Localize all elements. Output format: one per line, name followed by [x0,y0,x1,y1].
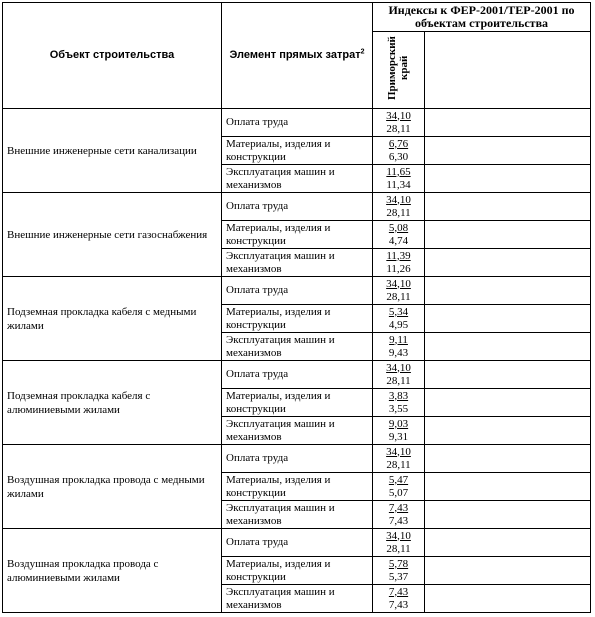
table-body [3,109,591,613]
empty-cell [425,193,591,221]
cost-element: Оплата труда [222,361,373,389]
cost-element: Эксплуатация машин и механизмов [222,417,373,445]
ter-index-value: 28,11 [386,290,411,303]
fer-index-value: 34,10 [386,193,411,206]
fer-index-value: 11,39 [386,249,411,262]
table-row [3,445,591,473]
empty-cell [425,389,591,417]
ter-index-value: 28,11 [386,122,411,135]
cost-element: Оплата труда [222,445,373,473]
index-values [373,165,425,193]
fer-index-value: 34,10 [386,529,411,542]
empty-cell [425,137,591,165]
object-name: Воздушная прокладка провода с медными жилами [3,445,222,529]
cost-element: Эксплуатация машин и механизмов [222,165,373,193]
ter-index-value: 28,11 [386,458,411,471]
fer-index-value: 9,03 [388,417,409,430]
fer-index-value: 7,43 [388,501,409,514]
header-element-footnote: 2 [360,48,365,56]
index-values [373,557,425,585]
cost-element: Материалы, изделия и конструкции [222,305,373,333]
ter-index-value: 28,11 [386,206,411,219]
header-element [222,3,373,109]
header-region-label: Приморский край [385,36,410,100]
table-row [3,529,591,557]
ter-index-value: 11,26 [386,262,411,275]
empty-cell [425,473,591,501]
index-values [373,193,425,221]
table-row [3,193,591,221]
empty-cell [425,333,591,361]
index-values [373,417,425,445]
table-row [3,109,591,137]
object-name: Подземная прокладка кабеля с алюминиевыми жилами [3,361,222,445]
ter-index-value: 5,37 [388,570,409,583]
index-values [373,585,425,613]
cost-element: Материалы, изделия и конструкции [222,221,373,249]
ter-index-value: 7,43 [388,598,409,611]
cost-element: Эксплуатация машин и механизмов [222,501,373,529]
cost-element: Оплата труда [222,193,373,221]
empty-cell [425,529,591,557]
fer-index-value: 34,10 [386,361,411,374]
ter-index-value: 7,43 [388,514,409,527]
cost-element: Оплата труда [222,109,373,137]
cost-element: Эксплуатация машин и механизмов [222,249,373,277]
header-blank [425,32,591,109]
fer-index-value: 34,10 [386,445,411,458]
cost-element: Материалы, изделия и конструкции [222,557,373,585]
header-element-label: Элемент прямых затрат [229,49,361,61]
fer-index-value: 5,47 [388,473,409,486]
empty-cell [425,361,591,389]
cost-element: Эксплуатация машин и механизмов [222,333,373,361]
object-name: Внешние инженерные сети канализации [3,109,222,193]
table-row [3,277,591,305]
ter-index-value: 9,31 [388,430,409,443]
index-values [373,529,425,557]
fer-index-value: 5,08 [388,221,409,234]
index-values [373,249,425,277]
index-values [373,361,425,389]
empty-cell [425,501,591,529]
empty-cell [425,585,591,613]
empty-cell [425,445,591,473]
index-values [373,137,425,165]
header-indices: Индексы к ФЕР-2001/ТЕР-2001 по объектам строительства [373,3,591,32]
cost-element: Оплата труда [222,277,373,305]
header-object: Объект строительства [3,3,222,109]
empty-cell [425,221,591,249]
object-name: Подземная прокладка кабеля с медными жилами [3,277,222,361]
ter-index-value: 11,34 [386,178,411,191]
ter-index-value: 4,74 [388,234,409,247]
fer-index-value: 5,78 [388,557,409,570]
empty-cell [425,109,591,137]
index-values [373,445,425,473]
empty-cell [425,417,591,445]
fer-index-value: 3,83 [388,389,409,402]
cost-element: Материалы, изделия и конструкции [222,389,373,417]
empty-cell [425,165,591,193]
empty-cell [425,249,591,277]
index-values [373,305,425,333]
cost-element: Оплата труда [222,529,373,557]
ter-index-value: 4,95 [388,318,409,331]
empty-cell [425,305,591,333]
empty-cell [425,557,591,585]
fer-index-value: 34,10 [386,277,411,290]
index-values [373,221,425,249]
index-values [373,389,425,417]
index-values [373,109,425,137]
index-values [373,277,425,305]
indices-table [2,2,591,613]
ter-index-value: 9,43 [388,346,409,359]
cost-element: Материалы, изделия и конструкции [222,137,373,165]
fer-index-value: 9,11 [389,333,408,346]
cost-element: Эксплуатация машин и механизмов [222,585,373,613]
empty-cell [425,277,591,305]
object-name: Воздушная прокладка провода с алюминиевыми жилами [3,529,222,613]
fer-index-value: 6,76 [388,137,409,150]
index-values [373,473,425,501]
ter-index-value: 28,11 [386,542,411,555]
ter-index-value: 6,30 [388,150,409,163]
ter-index-value: 5,07 [388,486,409,499]
index-values [373,333,425,361]
ter-index-value: 3,55 [388,402,409,415]
fer-index-value: 34,10 [386,109,411,122]
ter-index-value: 28,11 [386,374,411,387]
fer-index-value: 11,65 [386,165,411,178]
cost-element: Материалы, изделия и конструкции [222,473,373,501]
header-region [373,32,425,109]
object-name: Внешние инженерные сети газоснабжения [3,193,222,277]
index-values [373,501,425,529]
fer-index-value: 5,34 [388,305,409,318]
fer-index-value: 7,43 [388,585,409,598]
table-row [3,361,591,389]
